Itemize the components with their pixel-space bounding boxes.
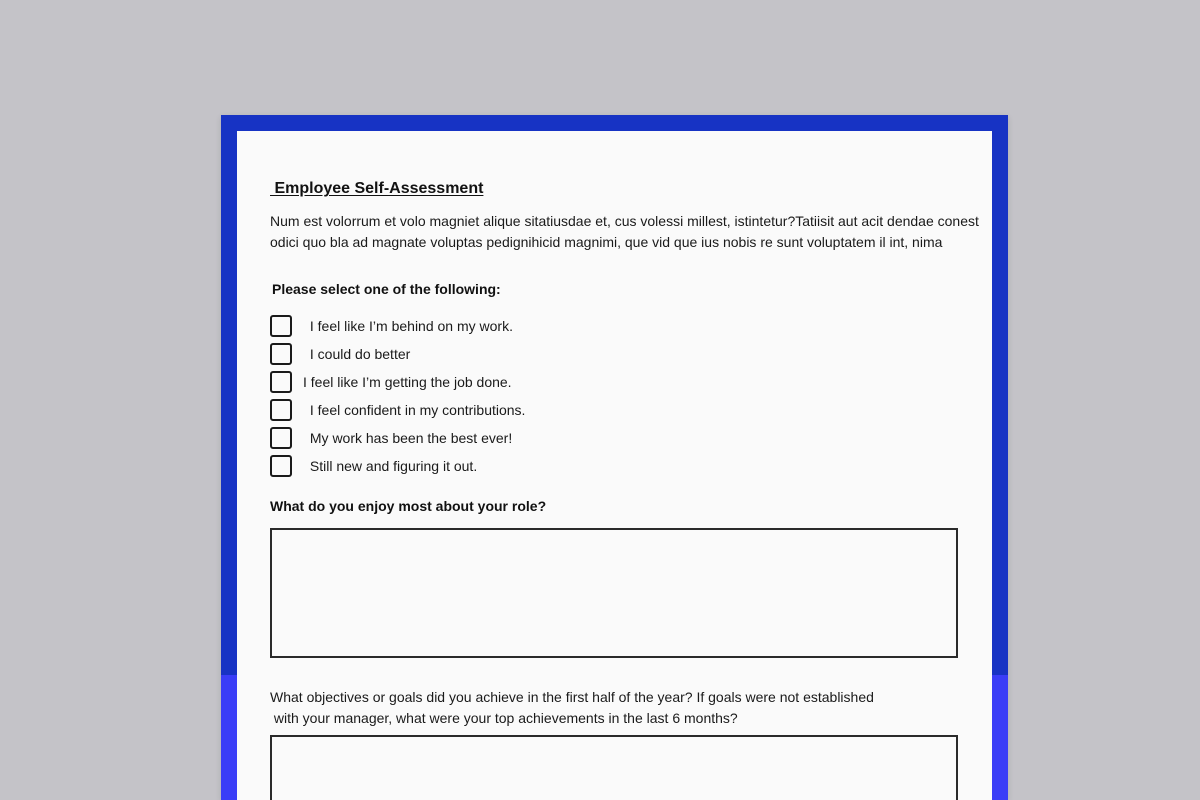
checkbox[interactable] [270,427,292,449]
option-label: Still new and figuring it out. [306,458,478,474]
question-line: with your manager, what were your top achievements in the last 6 months? [270,710,738,726]
answer-enjoy-role-textarea[interactable] [270,528,958,658]
option-behind [270,312,525,340]
options-list [270,312,525,480]
checkbox[interactable] [270,455,292,477]
option-label: I feel confident in my contributions. [306,402,526,418]
checkbox[interactable] [270,399,292,421]
option-label: My work has been the best ever! [306,430,513,446]
intro-paragraph [270,211,979,253]
intro-line: Num est volorrum et volo magniet alique sitatiusdae et, cus volessi millest, istintetur?Tatiisit aut acit dendae conest [270,213,979,229]
question-objectives [270,687,874,729]
option-best-ever [270,424,525,452]
option-still-new [270,452,525,480]
blue-frame [221,115,1008,800]
checkbox[interactable] [270,371,292,393]
option-confident [270,396,525,424]
option-label: I could do better [306,346,411,362]
checkbox[interactable] [270,315,292,337]
form-sheet [237,131,992,800]
checkbox[interactable] [270,343,292,365]
option-getting-job-done [270,368,525,396]
select-prompt: Please select one of the following: [272,281,501,297]
intro-line: odici quo bla ad magnate voluptas pedignihicid magnimi, que vid que ius nobis re sunt voluptatem il int, nima [270,234,943,250]
option-could-do-better [270,340,525,368]
question-line: What objectives or goals did you achieve in the first half of the year? If goals were not established [270,689,874,705]
option-label: I feel like I’m getting the job done. [303,374,512,390]
answer-objectives-textarea[interactable] [270,735,958,800]
form-title: Employee Self-Assessment [270,180,484,197]
question-enjoy-role: What do you enjoy most about your role? [270,498,547,514]
option-label: I feel like I’m behind on my work. [306,318,513,334]
